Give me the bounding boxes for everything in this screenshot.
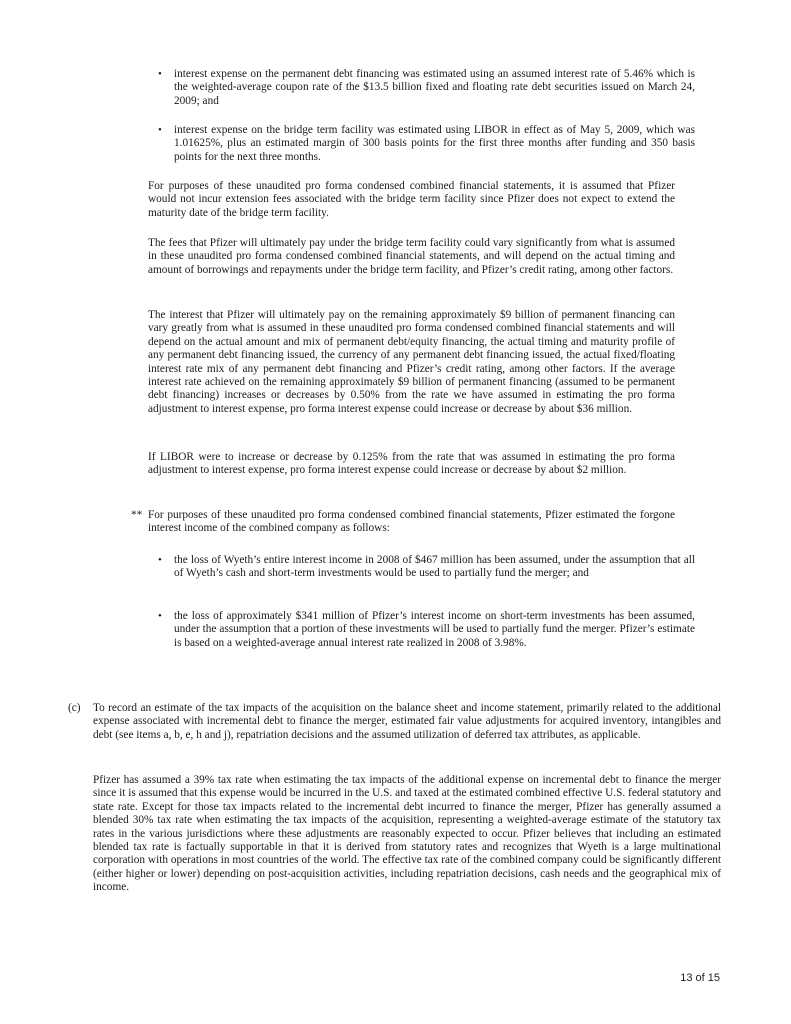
item-c-paragraph-text: Pfizer has assumed a 39% tax rate when estimating the tax impacts of the additional expense on incremental debt to finance the merger since it is assumed that this expense would be incurred in the U.S. and taxed at the estimated combined effective U.S. federal statutory and state rate. Except for those tax impacts related to the incremental debt incurred to finance the merger, Pfizer has generally assumed a blended 30% tax rate when estimating the tax impacts of the acquisition, representing a weighted-average estimate of the statutory tax rates in the various jurisdictions where these adjustments are reasonably expected to occur. Pfizer believes that including an estimated blended tax rate is factually supportable in that it is derived from statutory rates and recognizes that Wyeth is a large multinational corporation with operations in most countries of the world. The effective tax rate of the combined company could be significantly different (either higher or lower) depending on post-acquisition activities, including repatriation decisions, cash needs and the geographical mix of income. bbox=[93, 774, 721, 894]
paragraph-text: For purposes of these unaudited pro forma condensed combined financial statements, it is assumed that Pfizer would not incur extension fees associated with the bridge term facility since Pfizer does not expect to extend the maturity date of the bridge term facility. bbox=[148, 180, 675, 219]
bullet-text: interest expense on the bridge term facility was estimated using LIBOR in effect as of May 5, 2009, which was 1.01625%, plus an estimated margin of 300 basis points for the first three months after funding and 350 basis points for the next three months. bbox=[174, 124, 695, 163]
bullet-marker: • bbox=[158, 554, 162, 566]
bullet-text: the loss of approximately $341 million of Pfizer’s interest income on short-term investments has been assumed, under the assumption that a portion of these investments will be used to partially fund the merger. Pfizer’s estimate is based on a weighted-average annual interest rate realized in 2008 of 3.98%. bbox=[174, 610, 695, 649]
bullet-item bbox=[158, 68, 695, 108]
paragraph-text: The fees that Pfizer will ultimately pay under the bridge term facility could vary significantly from what is assumed in these unaudited pro forma condensed combined financial statements, and will depend on the actual timing and amount of borrowings and repayments under the bridge term facility, and Pfizer’s credit rating, among other factors. bbox=[148, 237, 675, 276]
item-c-text: To record an estimate of the tax impacts of the acquisition on the balance sheet and income statement, primarily related to the additional expense associated with incremental debt to finance the merger, estimated fair value adjustments for acquired inventory, intangibles and debt (see items a, b, e, h and j), repatriation decisions and the assumed utilization of deferred tax attributes, as applicable. bbox=[93, 702, 721, 741]
bullet-item bbox=[158, 554, 695, 581]
paragraph-text: If LIBOR were to increase or decrease by 0.125% from the rate that was assumed in estimating the pro forma adjustment to interest expense, pro forma interest expense could increase or decrease by about $2 million. bbox=[148, 451, 675, 477]
bullet-text: interest expense on the permanent debt financing was estimated using an assumed interest rate of 5.46% which is the weighted-average coupon rate of the $13.5 billion fixed and floating rate debt securities issued on March 24, 2009; and bbox=[174, 68, 695, 107]
page-number: 13 of 15 bbox=[680, 972, 720, 984]
item-c-text-block bbox=[93, 702, 721, 742]
paragraph bbox=[148, 180, 675, 220]
paragraph-text: The interest that Pfizer will ultimately pay on the remaining approximately $9 billion of permanent financing can vary greatly from what is assumed in these unaudited pro forma condensed combined financial statements and will depend on the actual amount and mix of permanent debt/equity financing, the actual timing and maturity profile of any permanent debt financing issued, the currency of any permanent debt financing issued, the actual fixed/floating interest rate mix of any permanent debt financing and Pfizer’s credit rating, among other factors. If the average interest rate achieved on the remaining approximately $9 billion of permanent financing (assumed to be permanent debt financing) increases or decreases by 0.50% from the rate we have assumed in estimating the pro forma adjustment to interest expense, pro forma interest expense could increase or decrease by about $36 million. bbox=[148, 309, 675, 415]
footnote-intro-text: For purposes of these unaudited pro forma condensed combined financial statements, Pfizer estimated the forgone interest income of the combined company as follows: bbox=[148, 509, 675, 535]
paragraph bbox=[148, 309, 675, 416]
bullet-marker: • bbox=[158, 68, 162, 80]
bullet-marker: • bbox=[158, 124, 162, 136]
paragraph bbox=[148, 237, 675, 277]
footnote-marker: ** bbox=[131, 509, 143, 521]
footnote-intro bbox=[148, 509, 675, 536]
bullet-item bbox=[158, 124, 695, 164]
paragraph bbox=[148, 451, 675, 478]
bullet-text: the loss of Wyeth’s entire interest income in 2008 of $467 million has been assumed, under the assumption that all of Wyeth’s cash and short-term investments would be used to partially fund the merger; and bbox=[174, 554, 695, 580]
bullet-marker: • bbox=[158, 610, 162, 622]
item-c-paragraph bbox=[93, 774, 721, 895]
bullet-item bbox=[158, 610, 695, 650]
item-c-marker: (c) bbox=[68, 702, 81, 714]
